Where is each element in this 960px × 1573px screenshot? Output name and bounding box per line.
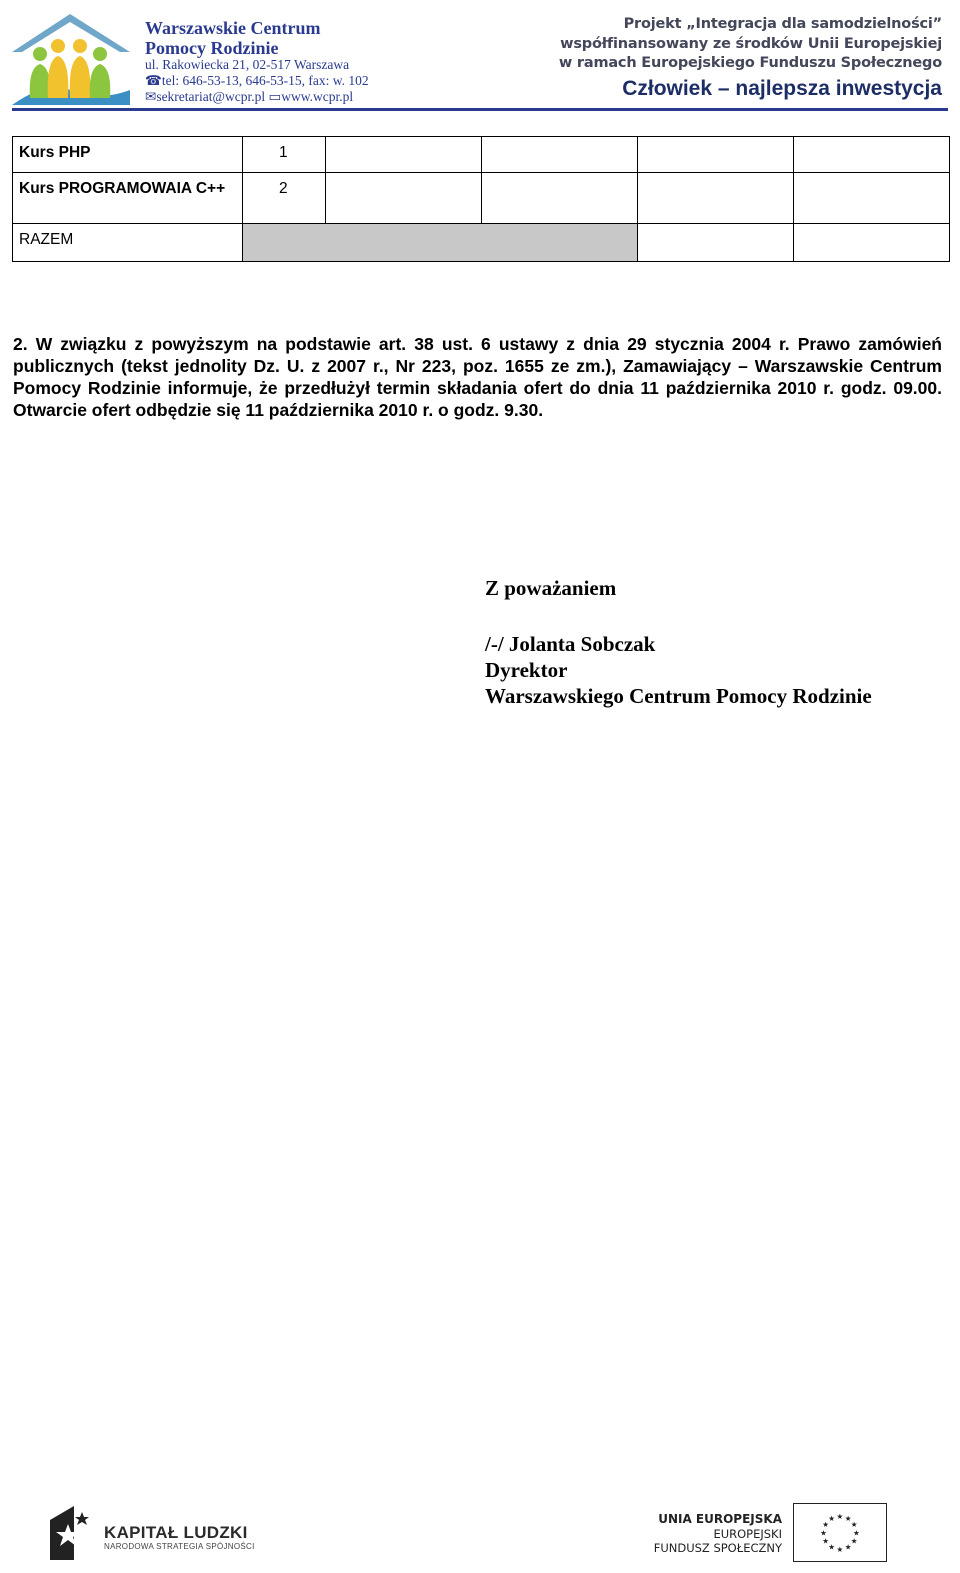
table-cell <box>482 137 638 173</box>
table-cell <box>326 137 482 173</box>
eu-star-icon: ★ <box>836 1511 844 1521</box>
eu-line2: EUROPEJSKI <box>713 1526 782 1541</box>
eu-star-icon: ★ <box>844 1514 852 1524</box>
table-cell <box>638 173 794 224</box>
signature-title: Dyrektor <box>485 658 568 682</box>
eu-line3: FUNDUSZ SPOŁECZNY <box>653 1541 782 1555</box>
table-cell <box>794 224 950 262</box>
shaded-cell <box>243 224 638 262</box>
eu-star-icon: ★ <box>852 1528 860 1538</box>
project-info <box>559 15 942 74</box>
org-website[interactable]: www.wcpr.pl <box>281 89 354 104</box>
eu-star-icon: ★ <box>822 1536 830 1546</box>
table-cell <box>638 224 794 262</box>
table-cell <box>326 173 482 224</box>
table-cell <box>794 173 950 224</box>
org-phone: tel: 646-53-13, 646-53-15, fax: w. 102 <box>161 73 369 88</box>
eu-star-icon: ★ <box>844 1542 852 1552</box>
eu-star-icon: ★ <box>828 1542 836 1552</box>
eu-line1: UNIA EUROPEJSKA <box>658 1512 782 1526</box>
header-divider <box>12 108 948 111</box>
table-row <box>13 173 950 224</box>
eu-star-icon: ★ <box>836 1544 844 1554</box>
eu-star-icon: ★ <box>850 1536 858 1546</box>
slogan: Człowiek – najlepsza inwestycja <box>622 77 942 100</box>
org-address: ul. Rakowiecka 21, 02-517 Warszawa <box>145 57 350 72</box>
signature-org: Warszawskiego Centrum Pomocy Rodzinie <box>485 684 872 708</box>
signature-closing: Z poważaniem <box>485 576 617 600</box>
course-number: 1 <box>243 137 326 173</box>
eu-star-icon: ★ <box>820 1528 828 1538</box>
kapital-ludzki-title: KAPITAŁ LUDZKI <box>104 1523 248 1542</box>
eu-flag-icon <box>793 1503 887 1562</box>
course-table <box>12 136 950 262</box>
eu-star-icon: ★ <box>828 1514 836 1524</box>
phone-icon: ☎ <box>145 73 162 88</box>
table-cell <box>794 137 950 173</box>
table-cell <box>482 173 638 224</box>
email-icon: ✉ <box>145 89 157 104</box>
project-line3: w ramach Europejskiego Funduszu Społecznego <box>558 55 942 71</box>
computer-icon: ▭ <box>268 89 282 104</box>
total-label: RAZEM <box>13 224 243 262</box>
org-email[interactable]: sekretariat@wcpr.pl <box>156 89 266 104</box>
org-name <box>145 18 320 58</box>
project-line1: Projekt „Integracja dla samodzielności” <box>623 16 942 32</box>
notice-paragraph: 2. W związku z powyższym na podstawie art. 38 ust. 6 ustawy z dnia 29 stycznia 2004 r. Prawo zamówień publicznych (tekst jednolity Dz. U. z 2007 r., Nr 223, poz. 1655 ze zm.), Zamawiający – Warszawskie Centrum Pomocy Rodzinie informuje, że przedłużył termin składania ofert do dnia 11 października 2010 r. godz. 09.00. Otwarcie ofert odbędzie się 11 października 2010 r. o godz. 9.30. <box>13 334 942 420</box>
table-row <box>13 137 950 173</box>
project-line2: współfinansowany ze środków Unii Europejskiej <box>560 35 942 52</box>
org-name-line2: Pomocy Rodzinie <box>145 38 279 58</box>
eu-star-icon: ★ <box>850 1520 858 1530</box>
course-name: Kurs PHP <box>13 137 243 173</box>
org-name-line1: Warszawskie Centrum <box>145 18 321 38</box>
table-cell <box>638 137 794 173</box>
signature-name: /-/ Jolanta Sobczak <box>485 632 656 656</box>
eu-text <box>654 1512 782 1556</box>
org-contact <box>145 57 369 105</box>
wcpr-logo <box>8 10 133 105</box>
kapital-ludzki-subtitle: NARODOWA STRATEGIA SPÓJNOŚCI <box>104 1542 255 1551</box>
table-row <box>13 224 950 262</box>
course-number: 2 <box>243 173 326 224</box>
eu-star-icon: ★ <box>822 1520 830 1530</box>
course-name: Kurs PROGRAMOWAIA C++ <box>13 173 243 224</box>
kapital-ludzki-logo <box>44 1502 94 1562</box>
